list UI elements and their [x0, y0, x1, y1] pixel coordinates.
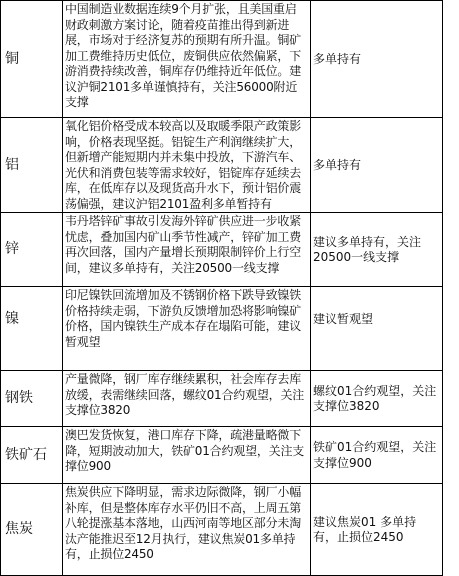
section-gap	[0, 351, 459, 370]
view-text: 建议多单持有，关注20500一线支撑	[311, 213, 443, 287]
table-edge	[443, 1, 459, 118]
analysis-text: 韦丹塔锌矿事故引发海外锌矿供应进一步收紧忧虑，叠加国内矿山季节性减产，锌矿加工费再次回落，国内产量增长预期限制锌价上行空间，建议多单持有，关注20500一线支撑	[63, 213, 311, 287]
commodity-name: 钢铁	[1, 371, 63, 427]
analysis-text: 产量微降，钢厂库存继续累积，社会库存去库放缓，表需继续回落，螺纹01合约观望，关注支撑位3820	[63, 371, 311, 427]
table-row	[1, 213, 459, 287]
commodity-name: 铁矿石	[1, 427, 63, 484]
ferrous-table	[0, 370, 459, 576]
view-text: 螺纹01合约观望，关注支撑位3820	[311, 371, 443, 427]
commodity-name: 铝	[1, 118, 63, 213]
table-edge	[443, 484, 459, 576]
table-edge	[443, 287, 459, 352]
commodity-name: 锌	[1, 213, 63, 287]
view-text: 建议暂观望	[311, 287, 443, 352]
table-row	[1, 118, 459, 213]
table-edge	[443, 371, 459, 427]
analysis-text: 焦炭供应下降明显，需求边际微降，钢厂小幅补库，但是整体库存水平仍旧不高，上周五第八轮提涨基本落地，山西河南等地区部分未淘汰产能推迟至12月执行，建议焦炭01多单持有，止损位2450	[63, 484, 311, 576]
commodity-name: 镍	[1, 287, 63, 352]
table-edge	[443, 118, 459, 213]
table-row	[1, 427, 459, 484]
table-row	[1, 1, 459, 118]
analysis-text: 印尼镍铁回流增加及不锈钢价格下跌导致镍铁价格持续走弱，下游负反馈增加恐将影响镍矿价格，国内镍铁生产成本存在塌陷可能，建议暂观望	[63, 287, 311, 352]
gap-border	[62, 351, 63, 370]
gap-border	[310, 351, 311, 370]
gap-border	[0, 351, 1, 370]
view-text: 多单持有	[311, 118, 443, 213]
commodity-name: 焦炭	[1, 484, 63, 576]
table-row	[1, 287, 459, 352]
analysis-text: 中国制造业数据连续9个月扩张，且美国重启财政刺激方案讨论，随着疫苗推出得到新进展，市场对于经济复苏的预期有所升温。铜矿加工费维持历史低位，废铜供应依然偏紧，下游消费持续改善，铜库存仍维持近年低位。建议沪铜2101多单谨慎持有，关注56000附近支撑	[63, 1, 311, 118]
analysis-text: 澳巴发货恢复，港口库存下降，疏港量略微下降，短期波动加大，铁矿01合约观望，关注支撑位900	[63, 427, 311, 484]
table-row	[1, 371, 459, 427]
view-text: 多单持有	[311, 1, 443, 118]
gap-border	[442, 351, 443, 370]
table-edge	[443, 427, 459, 484]
analysis-text: 氧化铝价格受成本较高以及取暖季限产政策影响，价格表现坚挺。铝锭生产利润继续扩大，但新增产能短期内并未集中投放，下游汽车、光伏和消费包装等需求较好，铝锭库存延续去库，在低库存以及现货高升水下，预计铝价震荡偏强，建议沪铝2101盈利多单暂持有	[63, 118, 311, 213]
commodity-name: 铜	[1, 1, 63, 118]
view-text: 铁矿01合约观望，关注支撑位900	[311, 427, 443, 484]
view-text: 建议焦炭01 多单持有，止损位2450	[311, 484, 443, 576]
table-row	[1, 484, 459, 576]
table-edge	[443, 213, 459, 287]
